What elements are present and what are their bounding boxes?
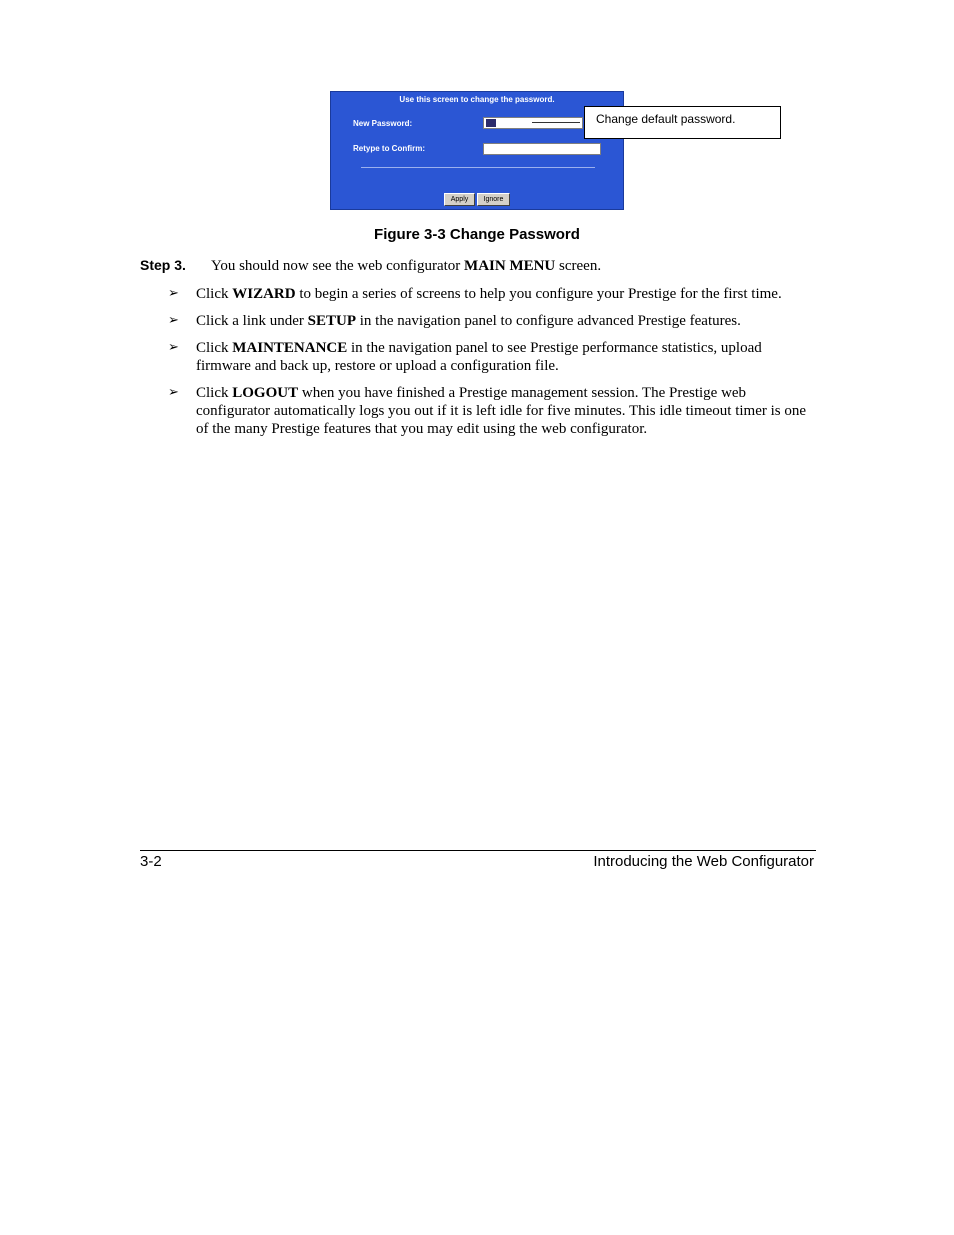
callout-box: Change default password.: [584, 106, 781, 139]
bullet-text-pre: Click: [196, 385, 233, 401]
list-item: [168, 285, 818, 303]
new-password-label: New Password:: [353, 119, 413, 128]
chapter-title: Introducing the Web Configurator: [593, 853, 814, 870]
bullet-text-post: to begin a series of screens to help you configure your Prestige for the first time.: [295, 286, 782, 302]
bullet-text-bold: MAINTENANCE: [232, 340, 348, 356]
arrow-bullet-icon: ➢: [168, 385, 179, 400]
step-3: [140, 257, 601, 275]
bullet-text-post: in the navigation panel to configure advanced Prestige features.: [356, 313, 741, 329]
ignore-button[interactable]: Ignore: [477, 193, 510, 206]
bullet-text-pre: Click: [196, 286, 233, 302]
bullet-text-pre: Click: [196, 340, 233, 356]
retype-confirm-input[interactable]: [483, 143, 601, 155]
bullet-text-bold: LOGOUT: [232, 385, 299, 401]
figure-caption: Figure 3-3 Change Password: [374, 226, 580, 243]
bullet-text-pre: Click a link under: [196, 313, 308, 329]
password-mask-icon: [486, 119, 496, 127]
list-item: [168, 384, 818, 438]
bullet-text-bold: WIZARD: [232, 286, 296, 302]
retype-confirm-label: Retype to Confirm:: [353, 144, 425, 153]
change-password-screenshot: [330, 91, 624, 210]
bullet-text-bold: SETUP: [307, 313, 357, 329]
step-label: Step 3.: [140, 257, 186, 273]
footer-divider: [140, 850, 816, 851]
step-text-pre: You should now see the web configurator: [211, 258, 465, 274]
apply-button[interactable]: Apply: [444, 193, 475, 206]
new-password-input[interactable]: [483, 117, 583, 129]
step-text-post: screen.: [555, 258, 602, 274]
arrow-bullet-icon: ➢: [168, 340, 179, 355]
arrow-bullet-icon: ➢: [168, 286, 179, 301]
arrow-bullet-icon: ➢: [168, 313, 179, 328]
bullet-text-post: when you have finished a Prestige management session. The Prestige web configurator automatically logs you out if it is left idle for five minutes. This idle timeout timer is one of the many Prestige features that you may edit using the web configurator.: [196, 385, 807, 437]
screen-divider: [361, 167, 595, 168]
page-number: 3-2: [140, 853, 162, 870]
bullet-text-post: in the navigation panel to see Prestige performance statistics, upload firmware and back up, restore or upload a configuration file.: [196, 340, 762, 374]
pointer-line: [532, 122, 580, 123]
list-item: [168, 312, 818, 330]
screen-heading: Use this screen to change the password.: [399, 95, 555, 104]
step-text-bold: MAIN MENU: [464, 258, 556, 274]
list-item: [168, 339, 818, 375]
